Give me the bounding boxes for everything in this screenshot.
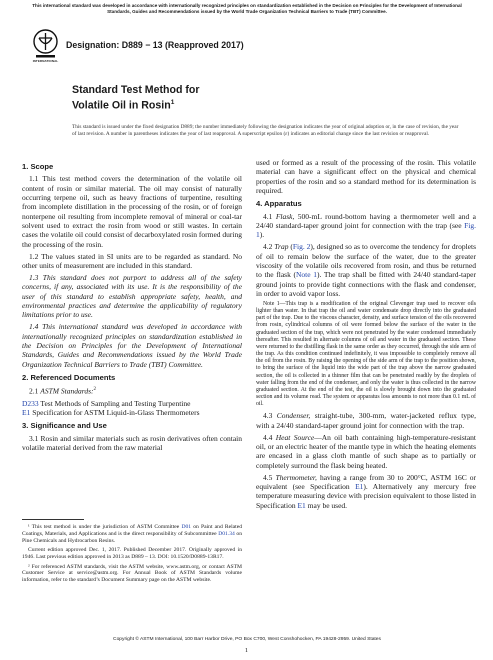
page-number: 1 (244, 647, 249, 654)
para-4-2-term: Trap (274, 242, 289, 252)
section-2-heading: 2. Referenced Documents (22, 373, 116, 382)
designation: Designation: D889 − 13 (Reapproved 2017) (66, 40, 244, 50)
para-4-3 (256, 411, 476, 430)
footnote-1 (22, 524, 242, 545)
footnote-2: ² For referenced ASTM standards, visit the ASTM website, www.astm.org, or contact ASTM Customer Service at service@astm.org. For Annual Book of ASTM Standards volume information, refer to the standard’s Document Summary page on the ASTM website. (22, 563, 242, 584)
para-4-5-term: Thermometer, (275, 472, 317, 482)
para-4-2-c: ). The trap shall be fitted with 24/40 standard-taper ground joints to provide tight connections with the flask and condenser, in order to avoid vapor loss. (256, 270, 476, 299)
para-4-3-text: straight-tube, 300-mm, water-jacketed reflux type, with a 24/40 standard-taper ground joint for connection with the trap. (256, 411, 476, 430)
para-4-1 (256, 212, 476, 240)
para-2-1 (22, 385, 242, 396)
para-4-4-term: Heat Source (275, 432, 315, 442)
para-4-2-b: ), designed so as to overcome the tendency for droplets of oil to remain below the surface of the water, due to the greater viscosity of the volatile oils recovered from rosin, and thus be returned to the flask ( (256, 242, 476, 280)
para-4-1-num: 4.1 (263, 211, 273, 221)
para-1-4: 1.4 This international standard was developed in accordance with internationally recognized principles on standardization established in the Decision on Principles for the Development of International Standards, Guides and Recommendations issued by the World Trade Organization Technical Barriers to Trade (TBT) Committee. (22, 322, 242, 369)
fig-1-link[interactable]: Fig. 1 (256, 221, 476, 240)
para-4-5-a: having a range from 30 to 200°C, ASTM 16C or equivalent (see Specification (256, 472, 476, 491)
footnote-1-a: ¹ This test method is under the jurisdiction of ASTM Committee (28, 524, 182, 530)
title-line-2 (72, 97, 200, 112)
reference-d233-title: Test Methods of Sampling and Testing Turpentine (38, 398, 191, 408)
astm-logo (33, 29, 58, 63)
fig-2-link[interactable]: Fig. 2 (292, 242, 311, 252)
astm-logo-icon (33, 29, 58, 63)
e1-link-1[interactable]: E1 (355, 481, 364, 491)
footnote-1-b: on Paint and Related Coatings, Materials, and Applications and is the direct responsibility of Subcommittee (22, 524, 242, 537)
footnotes (22, 524, 242, 587)
left-column (22, 158, 242, 455)
footnote-1-subcommittee-link[interactable]: D01.34 (218, 530, 235, 537)
title-line-2-text: Volatile Oil in Rosin (72, 99, 171, 112)
footnote-rule (22, 519, 84, 520)
para-4-4-num: 4.4 (263, 432, 273, 442)
para-3-1: 3.1 Rosin and similar materials such as rosin derivatives often contain volatile material derived from the raw material (22, 433, 242, 453)
para-1-1: 1.1 This test method covers the determination of the volatile oil content of rosin or similar material. The oil may consist of naturally occurring terpene oil, such as heavy fractions of turpentine, resulting from incomplete distillation in the processing of the rosin, or of foreign nonterpene oil resulting from incomplete removal of mineral or coal-tar solvent used to extract the rosin from wood or still wastes. In certain cases the volatile oil could consist of decarboxylated rosin formed during the processing of the rosin. (22, 174, 242, 249)
para-2-1-mark: 2 (93, 387, 97, 393)
para-4-2-a: ( (288, 242, 293, 252)
page-title (72, 84, 200, 112)
footnote-1-edition: Current edition approved Dec. 1, 2017. Published December 2017. Originally approved in 1946. Last previous edition approved in 2013 as D889 – 13. DOI: 10.1520/D0889-13R17. (22, 547, 242, 561)
reference-e1-title: Specification for ASTM Liquid-in-Glass Thermometers (30, 408, 200, 418)
para-4-1-term: Flask, (275, 211, 295, 221)
para-2-1-title: ASTM Standards: (40, 386, 94, 396)
para-1-3: 1.3 This standard does not purport to address all of the safety concerns, if any, associated with its use. It is the responsibility of the user of this standard to establish appropriate safety, health, and environmental practices and determine the applicability of regulatory limitations prior to use. (22, 272, 242, 320)
reference-d233 (22, 399, 242, 408)
para-4-3-term: Condenser, (276, 411, 311, 421)
reference-e1-link[interactable]: E1 (22, 408, 31, 418)
astm-logo-word: INTERNATIONAL (32, 59, 59, 63)
para-4-3-num: 4.3 (263, 411, 273, 421)
title-line-1: Standard Test Method for (72, 84, 200, 96)
footnote-1-committee-link[interactable]: D01 (181, 524, 192, 530)
para-4-4-text: —An oil bath containing high-temperature-resistant oil, or an electric heater of the mantle type in which the heating elements are encased in a glass cloth mantle of such shape as to partially or completely surround the flask being heated. (256, 432, 476, 470)
section-3-heading: 3. Significance and Use (22, 421, 107, 431)
title-footnote-mark: 1 (170, 98, 175, 106)
para-4-1-a: 500-mL round-bottom having a thermometer well and a 24/40 standard-taper ground joint for connection with the trap (see (256, 211, 477, 231)
e1-link-2[interactable]: E1 (297, 500, 306, 510)
para-4-5-c: may be used. (305, 500, 348, 510)
note-1: Note 1—This trap is a modification of the original Clevenger trap used to recover oils lighter than water. In that trap the oil and water condensate drop directly into the graduated part of the trap. Due to the viscous character, density, and surface tension of the oils recovered from rosin, cylindrical columns of oil were formed below the surface of the water in the graduated section of the trap, which were not penetrated by the water condensed immediately thereafter. This resulted in alternate columns of oil and water in the graduated section. These were returned to the distilling flask in the same order as they occurred, through the side arm of the trap. As this condition continued indefinitely, it was impossible to completely remove all the oil from the rosin. By raising the opening of the side arm of the trap to the position shown, to bring the surface of the liquid into the wide part of the trap above the narrow graduated section, the oil is collected in a thinner film that can be penetrated readily by the droplets of water falling from the end of the condenser, and only the water is thus collected in the narrow graduated section. At the end of the test, the oil is slowly brought down into the graduated section and its volume read. The system or apparatus loss amounts to not more than 0.1 mL of oil. (256, 301, 476, 408)
para-4-2-num: 4.2 (263, 242, 273, 252)
para-4-5-b: ). Alternatively any mercury free temperature measuring device with precision equivalent to those listed in Specification (256, 481, 476, 510)
para-1-2: 1.2 The values stated in SI units are to be regarded as standard. No other units of measurement are included in this standard. (22, 251, 242, 271)
section-1-heading: 1. Scope (22, 162, 54, 171)
reference-e1 (22, 408, 242, 417)
para-2-1-num: 2.1 (29, 386, 39, 396)
right-column (256, 158, 476, 513)
issuance-statement: This standard is issued under the fixed designation D889; the number immediately following the designation indicates the year of original adoption or, in the case of revision, the year of last revision. A number in parentheses indicates the year of last reapproval. A superscript epsilon (ε) indicates an editorial change since the last revision or reapproval. (72, 124, 459, 137)
para-4-5 (256, 473, 476, 510)
note-1-link[interactable]: Note 1 (295, 270, 317, 280)
para-4-1-b: ). (259, 230, 265, 240)
copyright-notice: Copyright © ASTM International, 100 Barr Harbor Drive, PO Box C700, West Conshohocken, PA 19428-2959. United States (113, 637, 381, 642)
reference-d233-link[interactable]: D233 (22, 398, 39, 408)
section-4-heading: 4. Apparatus (256, 199, 302, 209)
para-4-2 (256, 242, 476, 298)
tbt-notice: This international standard was developed in accordance with internationally recognized principles on standardization established in the Decision on Principles for the Development of International Standards, Guides and Recommendations issued by the World Trade Organization Technical Barriers to Trade (TBT) Committee. (32, 3, 462, 14)
para-4-4 (256, 433, 476, 470)
para-3-1-continued: used or formed as a result of the processing of the rosin. This volatile material can have a significant effect on the physical and chemical properties of the rosin and so a standard method for its determination is required. (256, 158, 476, 196)
footnote-1-c: on Pine Chemicals and Hydrocarbon Resins. (22, 530, 242, 544)
para-4-5-num: 4.5 (263, 472, 273, 482)
